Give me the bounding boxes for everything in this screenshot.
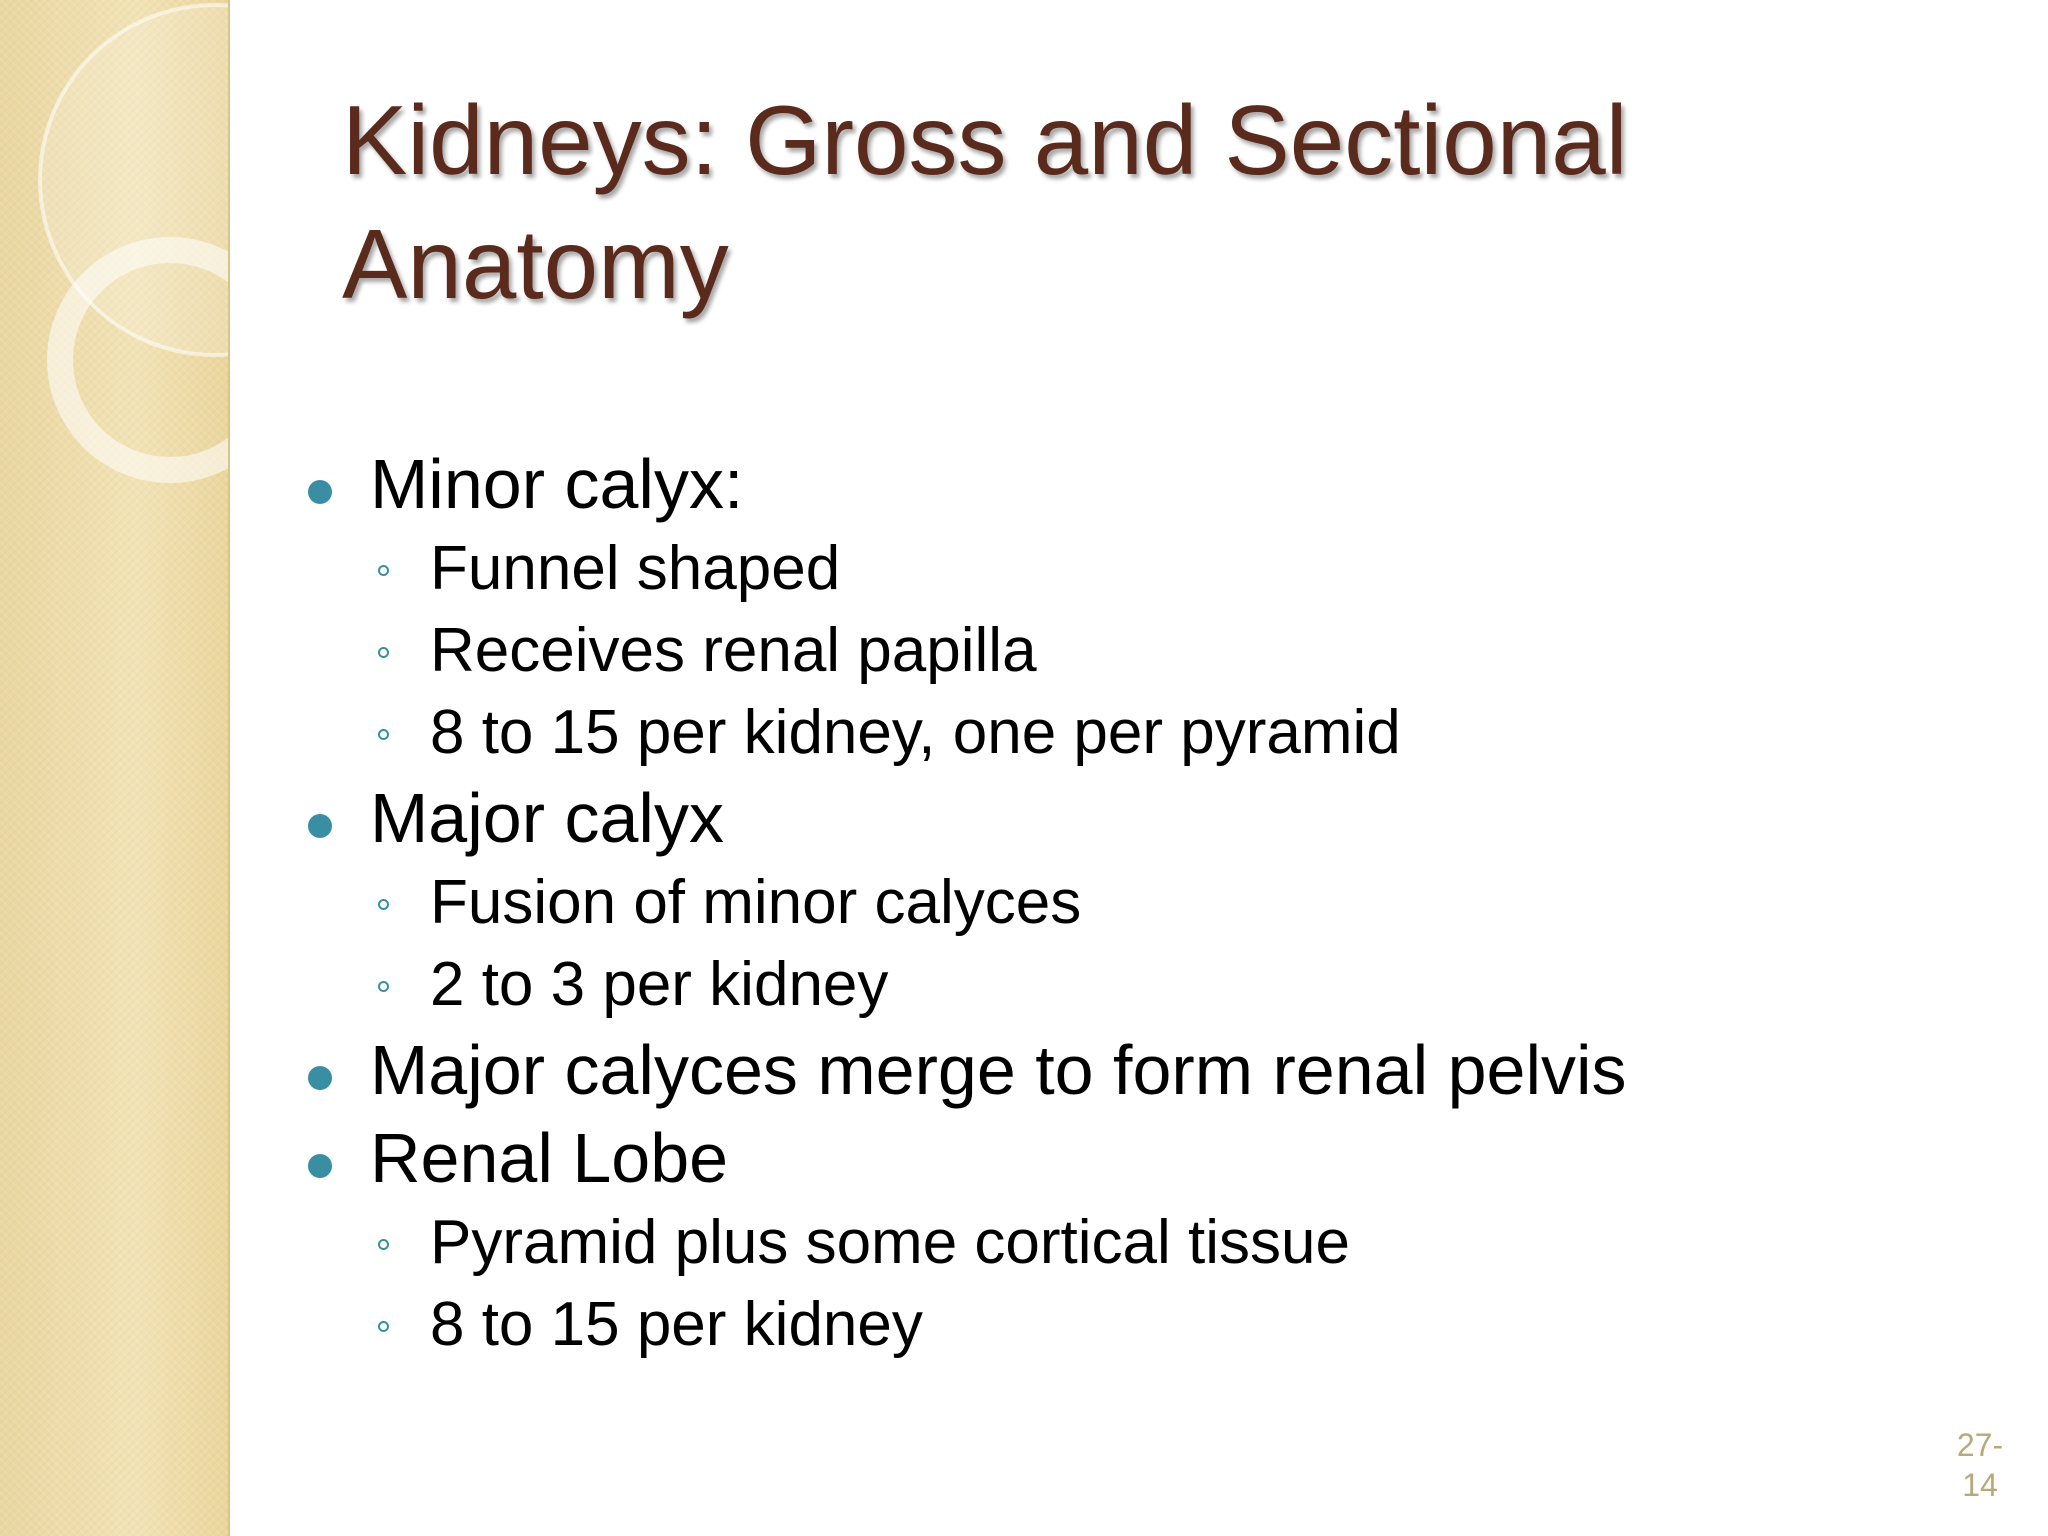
sub-bullet-item (300, 944, 2000, 1026)
bullet-text: Major calyx (370, 779, 724, 857)
sub-bullet-ring-icon (378, 1239, 389, 1250)
sub-bullet-text: 8 to 15 per kidney (430, 1290, 923, 1359)
bullet-text: Renal Lobe (370, 1119, 729, 1197)
bullet-item (300, 774, 2000, 862)
bullet-item (300, 440, 2000, 528)
slide-number (1940, 1425, 2020, 1505)
sub-bullet-text: Fusion of minor calyces (430, 868, 1082, 937)
decorative-side-panel (0, 0, 230, 1536)
sub-bullet-item (300, 692, 2000, 774)
sub-bullet-item (300, 1202, 2000, 1284)
bullet-list (300, 440, 2000, 1366)
sub-bullet-ring-icon (378, 981, 389, 992)
sub-bullet-ring-icon (378, 565, 389, 576)
bullet-dot-icon (308, 480, 332, 504)
sub-bullet-ring-icon (378, 647, 389, 658)
sub-bullet-text: Pyramid plus some cortical tissue (430, 1208, 1350, 1277)
sub-bullet-text: 2 to 3 per kidney (430, 950, 889, 1019)
sub-bullet-text: Receives renal papilla (430, 616, 1037, 685)
sub-bullet-ring-icon (378, 1321, 389, 1332)
sub-bullet-text: Funnel shaped (430, 534, 841, 603)
sub-bullet-text: 8 to 15 per kidney, one per pyramid (430, 698, 1401, 767)
sub-bullet-item (300, 862, 2000, 944)
slide-number-line2: 14 (1962, 1467, 1998, 1503)
slide-number-line1: 27- (1956, 1427, 2004, 1463)
sub-bullet-item (300, 528, 2000, 610)
sub-bullet-item (300, 1284, 2000, 1366)
bullet-dot-icon (308, 1066, 332, 1090)
bullet-dot-icon (308, 814, 332, 838)
sub-bullet-ring-icon (378, 729, 389, 740)
bullet-item (300, 1026, 2000, 1114)
sub-bullet-ring-icon (378, 899, 389, 910)
bullet-text: Major calyces merge to form renal pelvis (370, 1031, 1627, 1109)
decorative-circles (0, 0, 228, 1536)
bullet-dot-icon (308, 1154, 332, 1178)
sub-bullet-item (300, 610, 2000, 692)
bullet-item (300, 1114, 2000, 1202)
slide-title: Kidneys: Gross and Sectional Anatomy (342, 85, 1628, 319)
bullet-text: Minor calyx: (370, 445, 744, 523)
